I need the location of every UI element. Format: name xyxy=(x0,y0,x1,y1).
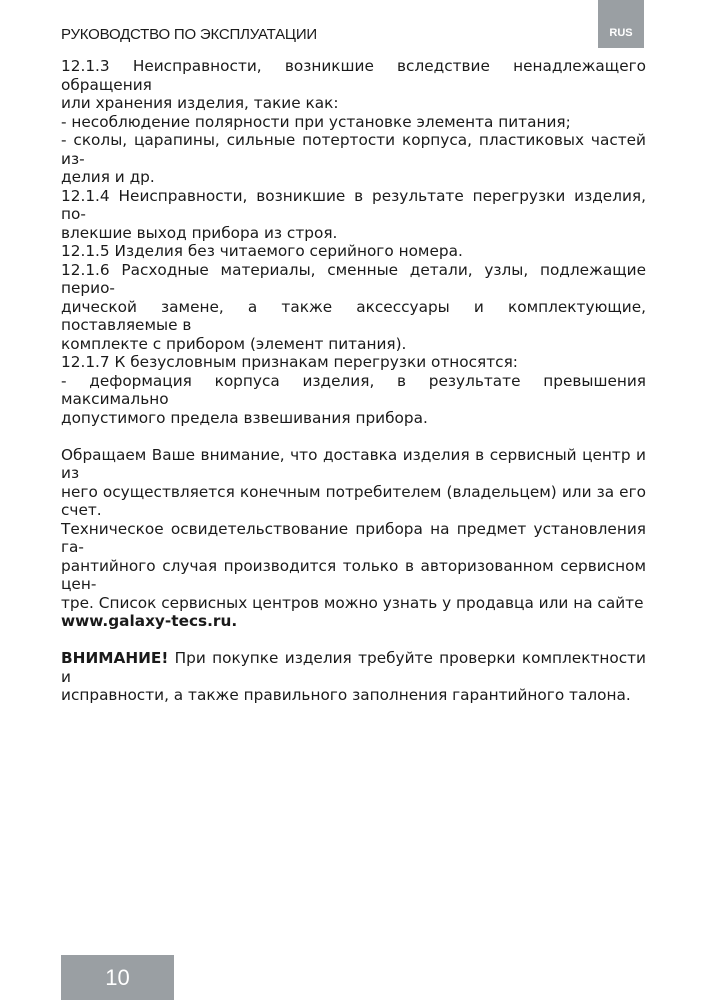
page-content xyxy=(61,57,646,705)
notice-line: Техническое освидетельствование прибора на предмет установления га- xyxy=(61,519,646,556)
notice-line: него осуществляется конечным потребителем (владельцем) или за его счет. xyxy=(61,482,646,519)
text-line: 12.1.3 Неисправности, возникшие вследствие ненадлежащего обращения xyxy=(61,57,646,94)
text-line: - сколы, царапины, сильные потертости корпуса, пластиковых частей из- xyxy=(61,131,646,168)
text-line: делия и др. xyxy=(61,168,155,186)
notice-line: тре. Список сервисных центров можно узнать у продавца или на сайте xyxy=(61,593,644,612)
text-line: или хранения изделия, такие как: xyxy=(61,94,339,112)
text-line: дической замене, а также аксессуары и комплектующие, поставляемые в xyxy=(61,297,646,334)
notice-line: Обращаем Ваше внимание, что доставка изделия в сервисный центр и из xyxy=(61,445,646,482)
page-number: 10 xyxy=(61,955,174,1000)
page-header-title: РУКОВОДСТВО ПО ЭКСПЛУАТАЦИИ xyxy=(61,26,317,43)
text-line: допустимого предела взвешивания прибора. xyxy=(61,408,428,427)
text-line: - несоблюдение полярности при установке элемента питания; xyxy=(61,112,571,131)
text-line: 12.1.6 Расходные материалы, сменные детали, узлы, подлежащие перио- xyxy=(61,260,646,297)
paragraph-spacer xyxy=(61,427,646,446)
attention-line: исправности, а также правильного заполнения гарантийного талона. xyxy=(61,686,631,704)
text-line: влекшие выход прибора из строя. xyxy=(61,223,338,242)
notice-line: рантийного случая производится только в авторизованном сервисном цен- xyxy=(61,556,646,593)
website-link[interactable]: www.galaxy-tecs.ru. xyxy=(61,612,238,630)
attention-paragraph xyxy=(61,649,646,686)
text-line: - деформация корпуса изделия, в результате превышения максимально xyxy=(61,371,646,408)
attention-text: При покупке изделия требуйте проверки комплектности и xyxy=(61,649,646,686)
paragraph-spacer xyxy=(61,631,646,650)
language-badge: RUS xyxy=(598,0,644,48)
text-line: 12.1.7 К безусловным признакам перегрузки относятся: xyxy=(61,353,518,371)
text-line: комплекте с прибором (элемент питания). xyxy=(61,334,407,353)
attention-label: ВНИМАНИЕ! xyxy=(61,649,169,667)
text-line: 12.1.4 Неисправности, возникшие в результате перегрузки изделия, по- xyxy=(61,186,646,223)
text-line: 12.1.5 Изделия без читаемого серийного номера. xyxy=(61,242,463,260)
